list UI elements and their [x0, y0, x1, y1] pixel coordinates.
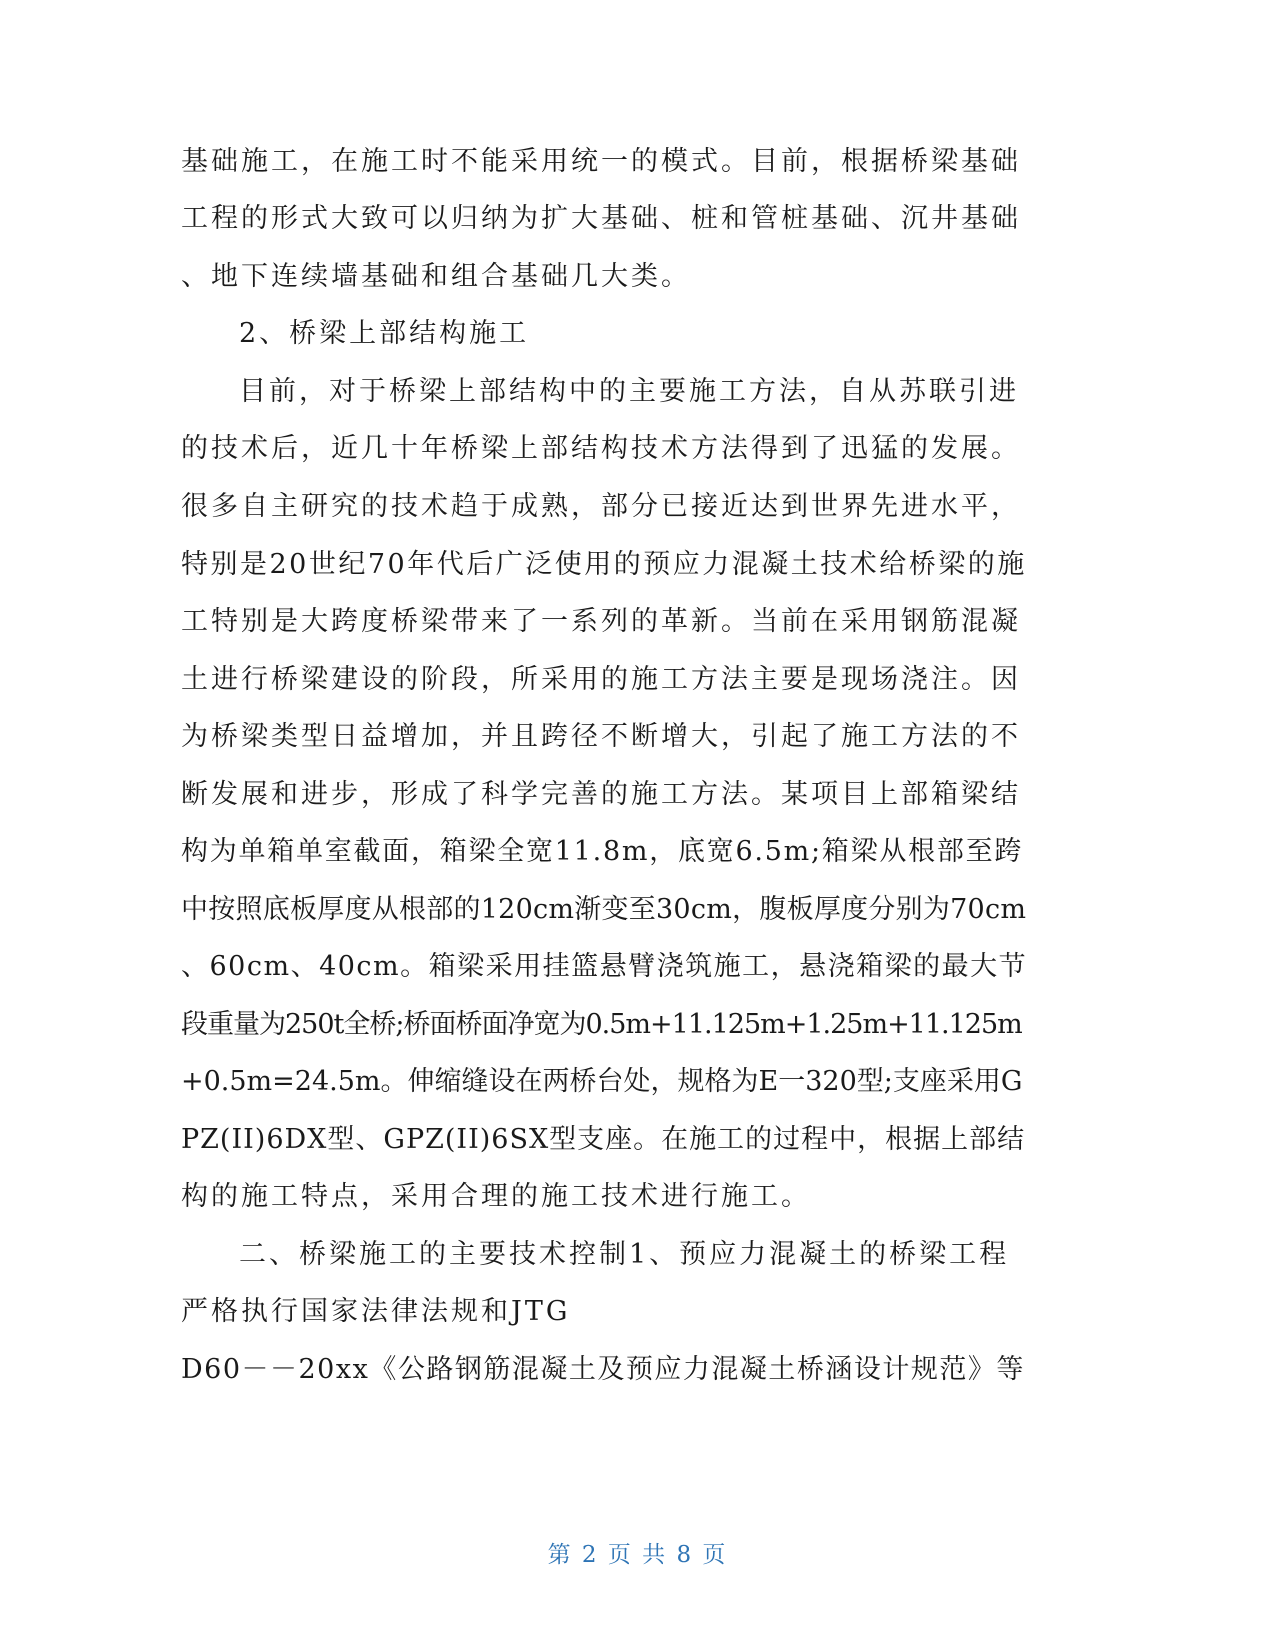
body-line-7: 很多自主研究的技术趋于成熟，部分已接近达到世界先进水平，: [181, 491, 1021, 522]
body-line-18: PZ(II)6DX型、GPZ(II)6SX型支座。在施工的过程中，根据上部结: [181, 1124, 1026, 1155]
body-line-8: 特别是20世纪70年代后广泛使用的预应力混凝土技术给桥梁的施: [181, 549, 1027, 580]
body-line-6: 的技术后，近几十年桥梁上部结构技术方法得到了迅猛的发展。: [181, 433, 1021, 464]
body-line-16: 段重量为250t全桥;桥面桥面净宽为0.5m+11.125m+1.25m+11.125m: [181, 1009, 1022, 1040]
body-line-2: 工程的形式大致可以归纳为扩大基础、桩和管桩基础、沉井基础: [181, 203, 1021, 234]
body-line-9: 工特别是大跨度桥梁带来了一系列的革新。当前在采用钢筋混凝: [181, 606, 1021, 637]
body-line-1: 基础施工，在施工时不能采用统一的模式。目前，根据桥梁基础: [181, 146, 1021, 177]
body-line-14: 中按照底板厚度从根部的120cm渐变至30cm，腹板厚度分别为70cm: [181, 894, 1027, 925]
body-line-21: 严格执行国家法律法规和JTG: [181, 1296, 571, 1327]
body-line-13: 构为单箱单室截面，箱梁全宽11.8m，底宽6.5m;箱梁从根部至跨: [181, 836, 1024, 867]
page-number-footer: 第 2 页 共 8 页: [547, 1542, 728, 1568]
body-line-11: 为桥梁类型日益增加，并且跨径不断增大，引起了施工方法的不: [181, 721, 1021, 752]
body-line-10: 土进行桥梁建设的阶段，所采用的施工方法主要是现场浇注。因: [181, 664, 1021, 695]
body-line-19: 构的施工特点，采用合理的施工技术进行施工。: [181, 1181, 811, 1212]
body-line-17: +0.5m=24.5m。伸缩缝设在两桥台处，规格为E一320型;支座采用G: [181, 1066, 1023, 1097]
body-line-15: 、60cm、40cm。箱梁采用挂篮悬臂浇筑施工，悬浇箱梁的最大节: [181, 951, 1028, 982]
body-line-22: D60－－20xx《公路钢筋混凝土及预应力混凝土桥涵设计规范》等: [181, 1354, 1025, 1385]
body-line-12: 断发展和进步，形成了科学完善的施工方法。某项目上部箱梁结: [181, 779, 1021, 810]
section-heading-2: 2、桥梁上部结构施工: [239, 318, 530, 349]
body-line-5: 目前，对于桥梁上部结构中的主要施工方法，自从苏联引进: [239, 376, 1019, 407]
section-heading-control: 二、桥梁施工的主要技术控制1、预应力混凝土的桥梁工程: [239, 1239, 1010, 1270]
body-line-3: 、地下连续墙基础和组合基础几大类。: [181, 261, 691, 292]
